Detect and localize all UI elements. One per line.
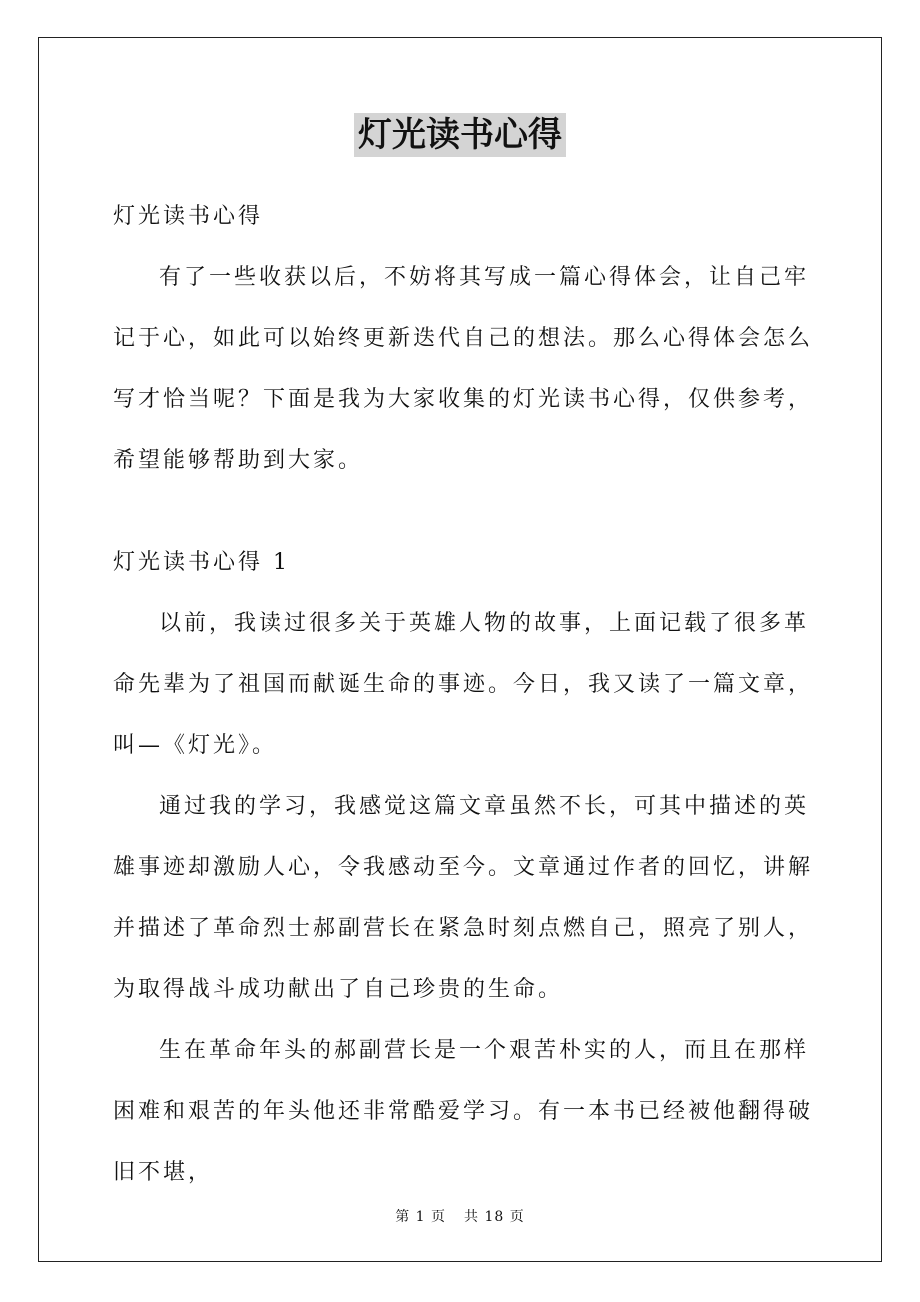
intro-paragraph: 有了一些收获以后，不妨将其写成一篇心得体会，让自己牢记于心，如此可以始终更新迭代自己的想法。那么心得体会怎么写才恰当呢？下面是我为大家收集的灯光读书心得，仅供参考，希望能够帮助到大家。 (113, 265, 814, 473)
page-number: 第 1 页 (395, 1209, 447, 1225)
document-subtitle: 灯光读书心得 (113, 204, 264, 229)
document-title-text: 灯光读书心得 (354, 113, 566, 157)
document-title (0, 113, 920, 157)
body-paragraph-3: 生在革命年头的郝副营长是一个艰苦朴实的人，而且在那样困难和艰苦的年头他还非常酷爱学习。有一本书已经被他翻得破旧不堪， (113, 1038, 814, 1185)
page-footer (0, 1206, 920, 1226)
section-heading: 灯光读书心得 1 (113, 550, 290, 575)
body-paragraph-2: 通过我的学习，我感觉这篇文章虽然不长，可其中描述的英雄事迹却激励人心，令我感动至今。文章通过作者的回忆，讲解并描述了革命烈士郝副营长在紧急时刻点燃自己，照亮了别人，为取得战斗成功献出了自己珍贵的生命。 (113, 794, 814, 1002)
body-paragraph-1: 以前，我读过很多关于英雄人物的故事，上面记载了很多革命先辈为了祖国而献诞生命的事迹。今日，我又读了一篇文章，叫—《灯光》。 (113, 611, 814, 758)
total-pages: 共 18 页 (464, 1209, 525, 1225)
document-body (113, 193, 813, 1203)
